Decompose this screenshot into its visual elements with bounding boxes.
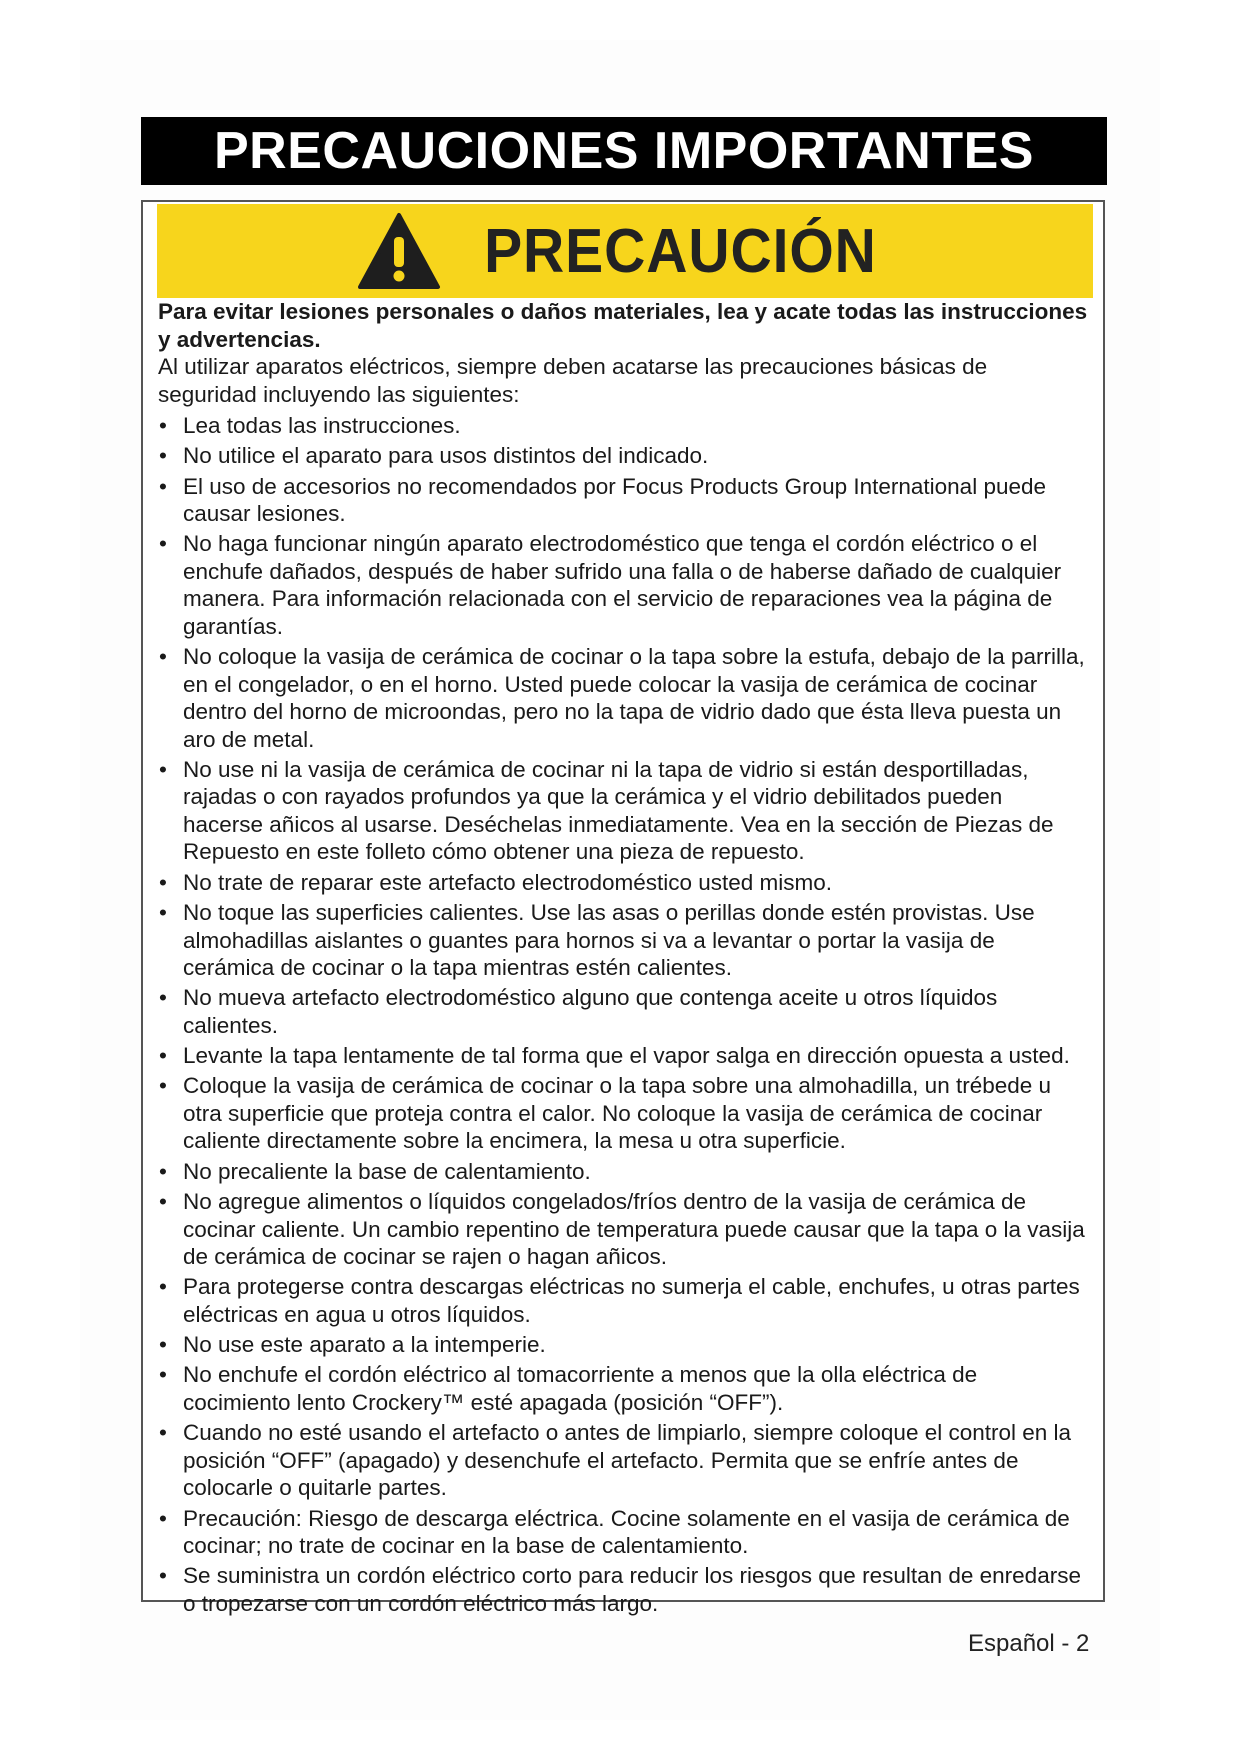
list-item: • Levante la tapa lentamente de tal forma que el vapor salga en dirección opuesta a usted. — [157, 1042, 1087, 1070]
list-item: • No coloque la vasija de cerámica de cocinar o la tapa sobre la estufa, debajo de la parrilla, en el congelador, o en el horno. Usted puede colocar la vasija de cerámica de cocinar dentro del horno de microondas, pero no la tapa de vidrio dado que ésta lleva puesta un aro de metal. — [157, 643, 1087, 753]
list-item: • No agregue alimentos o líquidos congelados/fríos dentro de la vasija de cerámica de cocinar caliente. Un cambio repentino de temperatura puede causar que la tapa o la vasija de cerámica de cocinar se rajen o hagan añicos. — [157, 1188, 1087, 1271]
list-item: • Para protegerse contra descargas eléctricas no sumerja el cable, enchufes, u otras partes eléctricas en agua u otros líquidos. — [157, 1273, 1087, 1328]
list-item: • El uso de accesorios no recomendados por Focus Products Group International puede causar lesiones. — [157, 473, 1087, 528]
precautions-box — [141, 200, 1105, 1616]
list-item: • No use ni la vasija de cerámica de cocinar ni la tapa de vidrio si están desportilladas, rajadas o con rayados profundos ya que la cerámica y el vidrio debilitados pueden hacerse añicos al usarse. Deséchelas inmediatamente. Vea en la sección de Piezas de Repuesto en este folleto cómo obtener una pieza de repuesto. — [157, 756, 1087, 866]
list-item: • No utilice el aparato para usos distintos del indicado. — [157, 442, 1087, 470]
list-item: • No toque las superficies calientes. Use las asas o perillas donde estén provistas. Use almohadillas aislantes o guantes para hornos si va a levantar o portar la vasija de cerámica de cocinar o la tapa mientras estén calientes. — [157, 899, 1087, 982]
caution-label: PRECAUCIÓN — [483, 216, 877, 286]
list-item: • No enchufe el cordón eléctrico al tomacorriente a menos que la olla eléctrica de cocimiento lento Crockery™ esté apagada (posición “OFF”). — [157, 1361, 1087, 1416]
list-item: • No precaliente la base de calentamiento. — [157, 1158, 1087, 1186]
page-title: PRECAUCIONES IMPORTANTES — [141, 117, 1107, 185]
list-item: • Precaución: Riesgo de descarga eléctrica. Cocine solamente en el vasija de cerámica de cocinar; no trate de cocinar en la base de calentamiento. — [157, 1505, 1087, 1560]
list-item: • Coloque la vasija de cerámica de cocinar o la tapa sobre una almohadilla, un trébede u otra superficie que proteja contra el calor. No coloque la vasija de cerámica de cocinar caliente directamente sobre la encimera, la mesa u otra superficie. — [157, 1072, 1087, 1155]
warning-triangle-icon — [357, 211, 441, 291]
page-number: Español - 2 — [968, 1630, 1090, 1657]
list-item: • Cuando no esté usando el artefacto o antes de limpiarlo, siempre coloque el control en la posición “OFF” (apagado) y desenchufe el artefacto. Permita que se enfríe antes de colocarle o quitarle partes. — [157, 1419, 1087, 1502]
list-item: • No mueva artefacto electrodoméstico alguno que contenga aceite u otros líquidos calientes. — [157, 984, 1087, 1039]
caution-banner — [157, 204, 1093, 298]
precautions-list — [157, 412, 1087, 1620]
list-item: • Se suministra un cordón eléctrico corto para reducir los riesgos que resultan de enredarse o tropezarse con un cordón eléctrico más largo. — [157, 1562, 1087, 1617]
intro-plain-text: Al utilizar aparatos eléctricos, siempre deben acatarse las precauciones básicas de seguridad incluyendo las siguientes: — [158, 354, 988, 407]
list-item: • No trate de reparar este artefacto electrodoméstico usted mismo. — [157, 869, 1087, 897]
list-item: • No use este aparato a la intemperie. — [157, 1331, 1087, 1359]
intro-text — [158, 298, 1088, 408]
list-item: • Lea todas las instrucciones. — [157, 412, 1087, 440]
list-item: • No haga funcionar ningún aparato electrodoméstico que tenga el cordón eléctrico o el enchufe dañados, después de haber sufrido una falla o de haberse dañado de cualquier manera. Para información relacionada con el servicio de reparaciones vea la página de garantías. — [157, 530, 1087, 640]
intro-bold-text: Para evitar lesiones personales o daños materiales, lea y acate todas las instrucciones y advertencias. — [158, 299, 1088, 352]
